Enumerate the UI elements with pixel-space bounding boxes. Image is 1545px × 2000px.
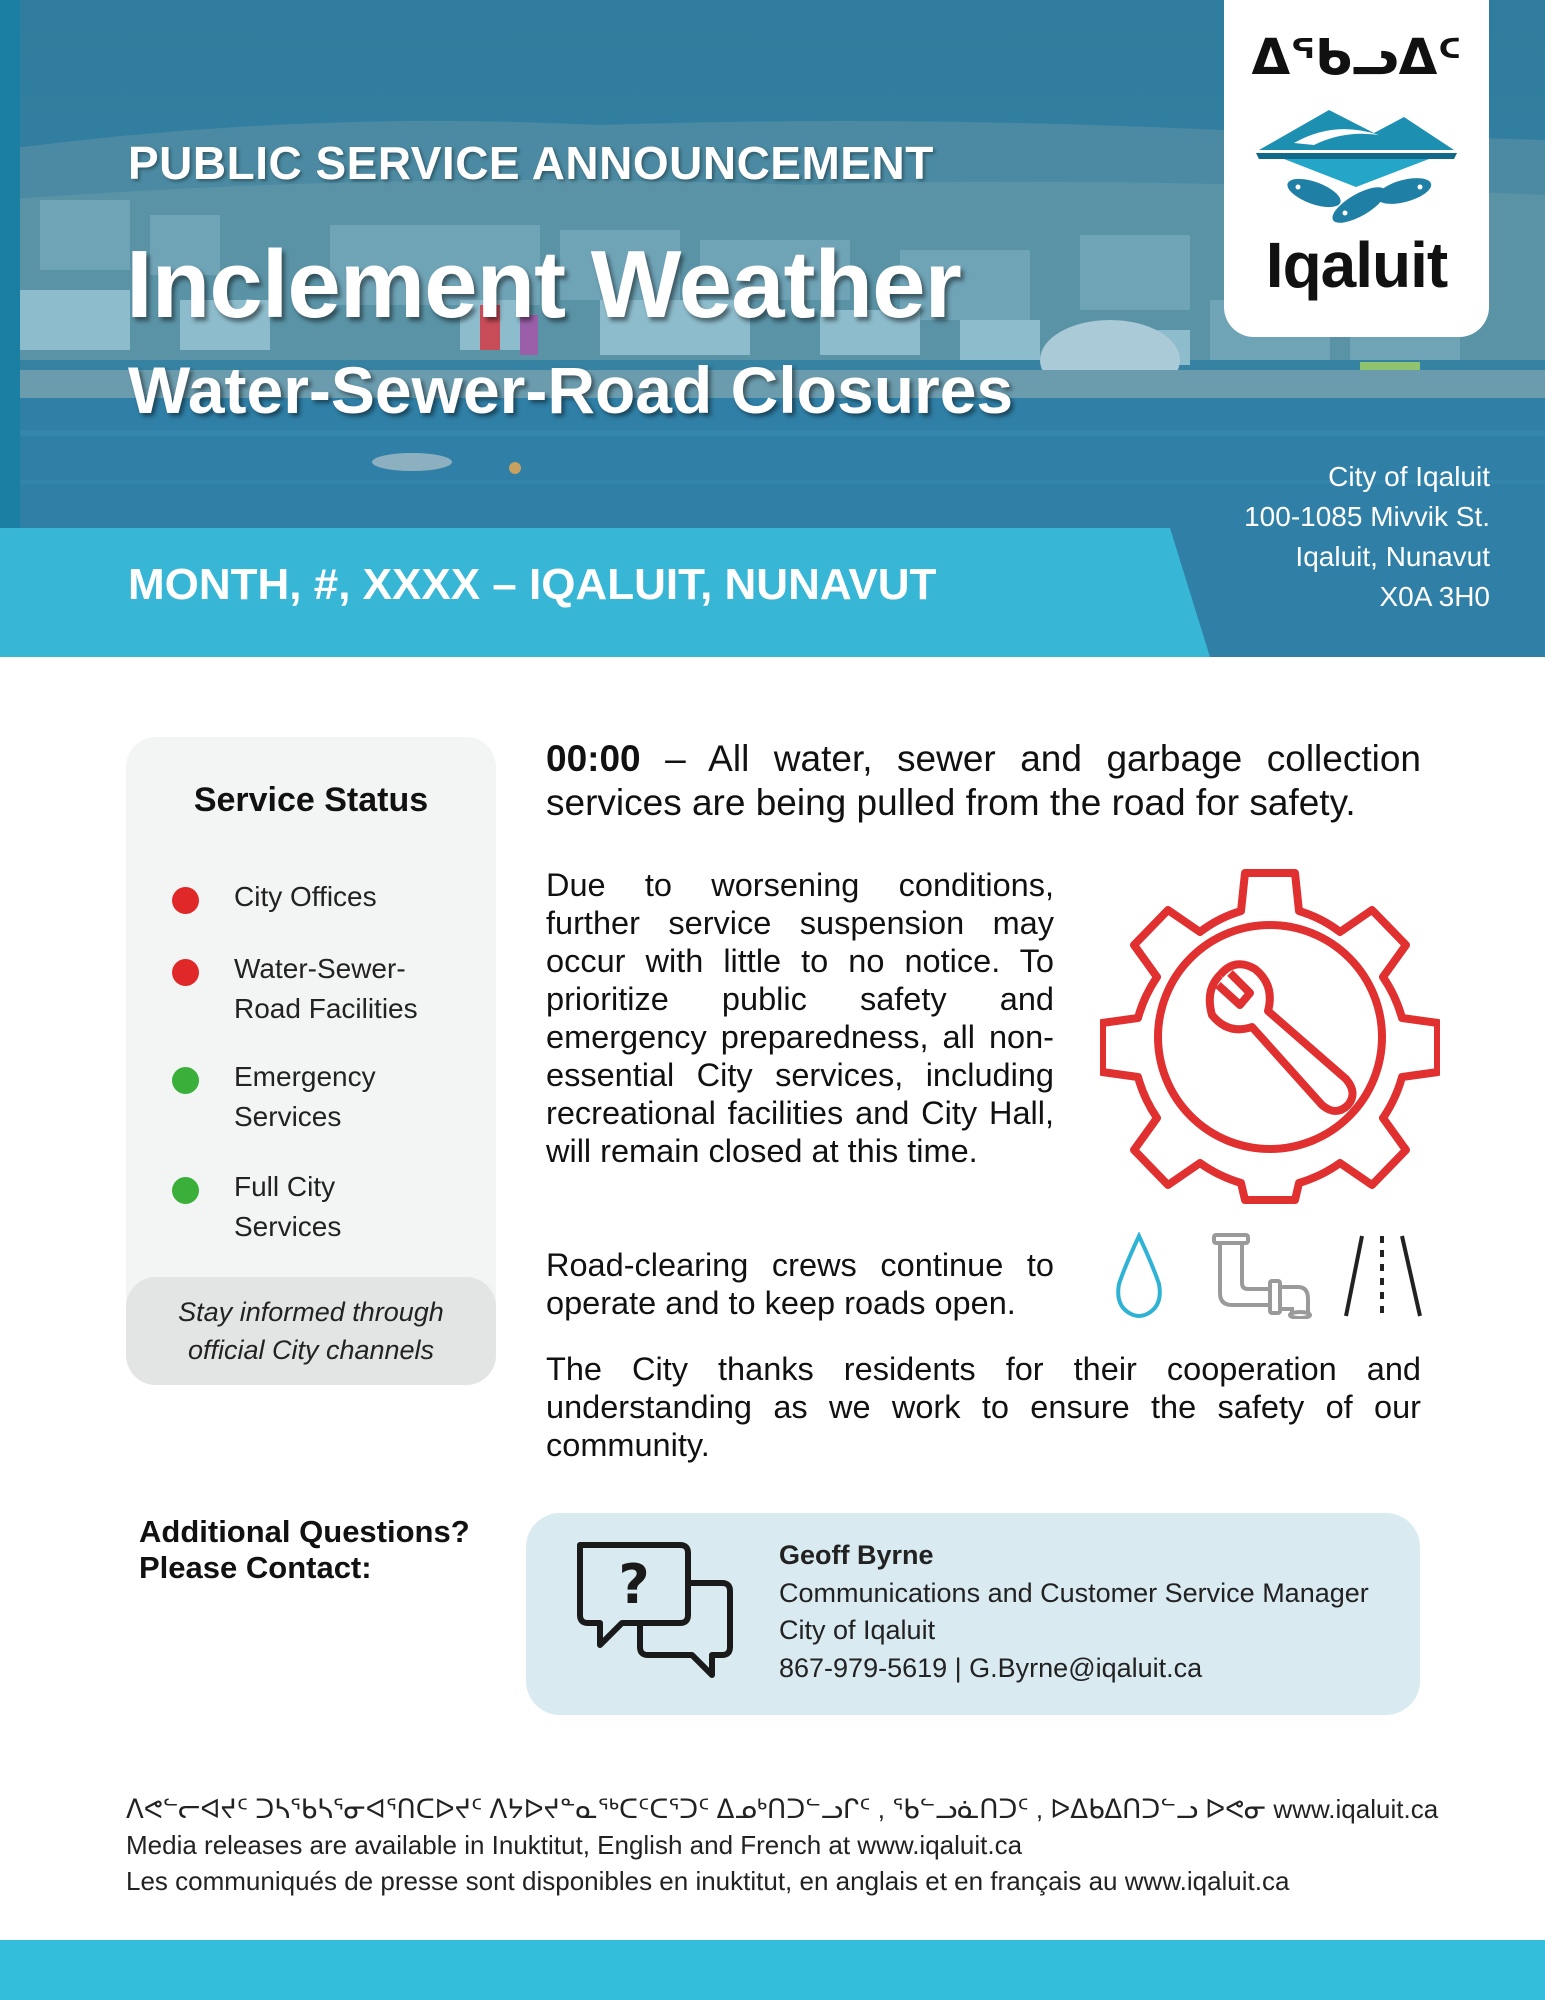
contact-role: Communications and Customer Service Manager (779, 1577, 1369, 1608)
lead-paragraph (546, 737, 1421, 825)
footer-inuktitut: ᐱᕙᓪᓕᐊᔪᑦ ᑐᓴᖃᓴᕐᓂᐊᕐᑎᑕᐅᔪᑦ ᐱᔭᐅᔪᓐᓇᖅᑕᑦᑕᕐᑐᑦ ᐃᓄᒃᑎᑐᓪᓗᒋᑦ , ᖃᓪᓗᓈᑎᑐᑦ , ᐅᐃᑲᐃᑎᑐᓪᓗ ᐅᕙᓂ www.iqaluit.ca (126, 1794, 1439, 1824)
logo-name: Iqaluit (1265, 229, 1448, 301)
address-line: 100-1085 Mivvik St. (1244, 501, 1490, 532)
contact-details (779, 1537, 1369, 1687)
body-paragraph: Due to worsening conditions, further service suspension may occur with little to no notice. To prioritize public safety and emergency preparedness, all non-essential City services, including recreational facilities and City Hall, will remain closed at this time. (546, 867, 1054, 1169)
status-label: Emergency Services (234, 1061, 376, 1132)
water-drop-icon (1113, 1232, 1165, 1320)
contact-heading (139, 1514, 470, 1586)
contact-org: City of Iqaluit (779, 1615, 936, 1645)
footer-notes (126, 1791, 1439, 1899)
footer-english: Media releases are available in Inuktitut, English and French at www.iqaluit.ca (126, 1830, 1023, 1860)
accent-strip (0, 0, 20, 530)
contact-phone-email[interactable]: 867-979-5619 | G.Byrne@iqaluit.ca (779, 1652, 1203, 1683)
pipe-icon (1210, 1233, 1315, 1319)
status-closed-dot (172, 959, 199, 986)
fish-mountain-icon (1254, 95, 1459, 230)
info-text: Stay informed through official City channels (178, 1297, 444, 1365)
footer-french: Les communiqués de presse sont disponibles en inuktitut, en anglais et en français au www.iqaluit.ca (126, 1866, 1290, 1896)
info-box (126, 1277, 496, 1385)
lead-time: 00:00 (546, 738, 641, 779)
page-title: Inclement Weather (126, 231, 961, 338)
status-label: Water-Sewer-Road Facilities (234, 953, 418, 1024)
header-banner (0, 0, 1545, 657)
gear-wrench-icon (1100, 865, 1440, 1205)
service-status-panel (126, 737, 496, 1385)
address-line: X0A 3H0 (1379, 581, 1490, 612)
address-block (1170, 457, 1490, 617)
status-closed-dot (172, 887, 199, 914)
contact-card (526, 1513, 1420, 1715)
status-open-dot (172, 1177, 199, 1204)
contact-heading-line: Please Contact: (139, 1550, 372, 1585)
status-label: City Offices (234, 881, 377, 912)
bottom-bar (0, 1940, 1545, 2000)
contact-heading-line: Additional Questions? (139, 1514, 470, 1549)
chat-question-icon (570, 1535, 740, 1695)
address-line: City of Iqaluit (1328, 461, 1490, 492)
city-logo[interactable] (1224, 0, 1489, 337)
announcement-label: PUBLIC SERVICE ANNOUNCEMENT (128, 137, 934, 189)
thanks-paragraph: The City thanks residents for their cooperation and understanding as we work to ensure the safety of our community. (546, 1351, 1421, 1463)
address-line: Iqaluit, Nunavut (1295, 541, 1490, 572)
status-label: Full City Services (234, 1171, 342, 1242)
road-icon (1340, 1232, 1425, 1320)
body-paragraph: Road-clearing crews continue to operate and to keep roads open. (546, 1247, 1054, 1321)
logo-syllabics: ᐃᖃᓗᐃᑦ (1251, 29, 1462, 85)
contact-name: Geoff Byrne (779, 1540, 934, 1570)
status-open-dot (172, 1067, 199, 1094)
svg-text:?: ? (618, 1553, 650, 1616)
panel-title: Service Status (193, 781, 429, 819)
page-subtitle: Water-Sewer-Road Closures (128, 353, 1014, 427)
lead-text: – All water, sewer and garbage collection services are being pulled from the road for safety. (546, 738, 1421, 823)
dateline: MONTH, #, XXXX – IQALUIT, NUNAVUT (128, 560, 937, 609)
